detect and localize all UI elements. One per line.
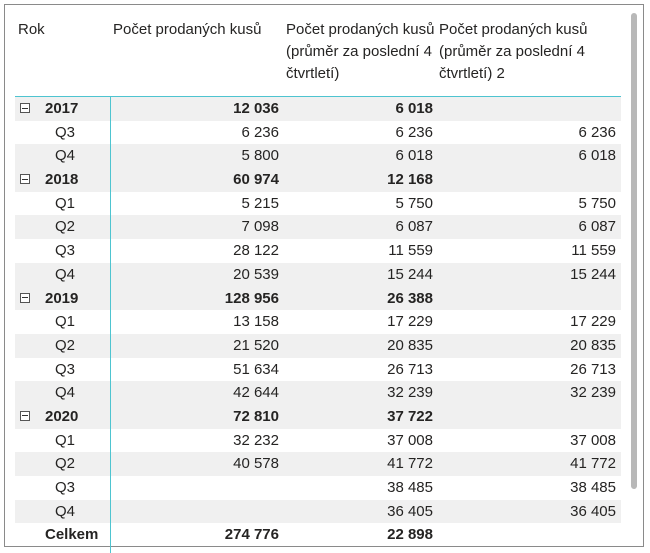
quarter-label: Q1 [55,313,76,331]
value-cell-c3: 11 559 [571,242,616,260]
value-cell-c3: 26 713 [570,360,616,378]
total-row [15,523,621,547]
quarter-row [15,239,621,263]
value-cell-c2: 37 722 [387,407,433,425]
quarter-label: Q3 [55,479,76,496]
value-cell-c2: 41 772 [387,455,433,473]
value-cell-c1: 32 232 [233,431,279,449]
value-cell-c1: 5 215 [241,194,279,212]
quarter-label: Q2 [55,218,76,236]
quarter-row [15,192,621,216]
quarter-row [15,381,621,405]
value-cell-c3: 6 087 [578,218,616,236]
value-cell-c3: 6 018 [578,147,616,165]
year-label: 2020 [45,407,79,425]
value-cell-c3: 41 772 [570,455,616,473]
year-label: 2017 [45,100,79,117]
quarter-row [15,334,621,358]
quarter-label: Q4 [55,147,76,165]
value-cell-c1: 12 036 [233,100,279,117]
header-prumer-4-ctvrtleti-2[interactable]: Počet prodaných kusů (průměr za poslední 4 čtvrtletí) 2 [439,21,588,82]
year-row [15,97,621,121]
value-cell-c2: 15 244 [387,265,433,283]
matrix-visual [4,4,644,547]
collapse-toggle-icon[interactable] [20,293,30,303]
quarter-label: Q3 [55,360,76,378]
matrix-table [15,13,621,547]
total-label: Celkem [45,526,99,544]
quarter-label: Q2 [55,336,76,354]
value-cell-c3: 20 835 [570,336,616,354]
collapse-toggle-icon[interactable] [20,411,30,421]
value-cell-c2: 11 559 [388,242,433,260]
quarter-row [15,144,621,168]
quarter-label: Q3 [55,242,76,260]
value-cell-c1: 20 539 [233,265,279,283]
value-cell-c3: 32 239 [570,384,616,402]
value-cell-c1: 13 158 [233,313,279,331]
value-cell-c3: 36 405 [570,502,616,520]
value-cell-c2: 17 229 [387,313,433,331]
year-label: 2018 [45,171,79,189]
quarter-label: Q4 [55,384,76,402]
value-cell-c1: 28 122 [233,242,279,260]
value-cell-c1: 7 098 [241,218,279,236]
value-cell-c3: 6 236 [578,123,616,141]
value-cell-c1: 40 578 [233,455,279,473]
value-cell-c3: 15 244 [570,265,616,283]
quarter-label: Q1 [55,431,76,449]
value-cell-c1: 128 956 [224,289,279,307]
value-cell-c1: 42 644 [233,384,279,402]
collapse-toggle-icon[interactable] [20,174,30,184]
value-cell-c1: 21 520 [233,336,279,354]
year-label: 2019 [45,289,79,307]
quarter-label: Q4 [55,265,76,283]
value-cell-c2: 26 713 [387,360,433,378]
quarter-label: Q2 [55,455,76,473]
quarter-row [15,310,621,334]
quarter-row [15,476,621,500]
value-cell-c2: 6 018 [395,147,433,165]
year-row [15,405,621,429]
quarter-label: Q4 [55,502,76,520]
quarter-row [15,500,621,524]
value-cell-c3: 37 008 [570,431,616,449]
value-cell-c1: 6 236 [241,123,279,141]
value-cell-c1: 5 800 [241,147,279,165]
value-cell-c2: 36 405 [387,502,433,520]
value-cell-c2: 38 485 [387,479,433,496]
value-cell-c3: 38 485 [570,479,616,496]
quarter-row [15,215,621,239]
value-cell-c3: 17 229 [570,313,616,331]
value-cell-c2: 12 168 [387,171,433,189]
quarter-row [15,452,621,476]
quarter-label: Q1 [55,194,76,212]
vertical-scrollbar[interactable] [631,13,637,489]
row-header-divider [110,97,111,553]
value-cell-c2: 37 008 [387,431,433,449]
quarter-row [15,121,621,145]
header-pocet-prodanych-kusu[interactable]: Počet prodaných kusů [113,21,262,38]
matrix-header [15,13,621,97]
value-cell-c2: 26 388 [387,289,433,307]
quarter-row [15,358,621,382]
collapse-toggle-icon[interactable] [20,103,30,113]
header-prumer-4-ctvrtleti[interactable]: Počet prodaných kusů (průměr za poslední 4 čtvrtletí) [286,21,435,82]
year-row [15,168,621,192]
value-cell-c2: 6 236 [395,123,433,141]
matrix-rows [15,97,621,547]
value-cell-c3: 5 750 [578,194,616,212]
header-rok[interactable]: Rok [18,21,45,38]
quarter-label: Q3 [55,123,76,141]
value-cell-c2: 6 087 [395,218,433,236]
value-cell-c1: 274 776 [224,526,279,544]
value-cell-c1: 51 634 [233,360,279,378]
value-cell-c2: 6 018 [395,100,433,117]
year-row [15,287,621,311]
value-cell-c2: 20 835 [387,336,433,354]
quarter-row [15,429,621,453]
value-cell-c2: 32 239 [387,384,433,402]
quarter-row [15,263,621,287]
value-cell-c2: 5 750 [395,194,433,212]
value-cell-c2: 22 898 [387,526,433,544]
value-cell-c1: 60 974 [233,171,279,189]
value-cell-c1: 72 810 [233,407,279,425]
